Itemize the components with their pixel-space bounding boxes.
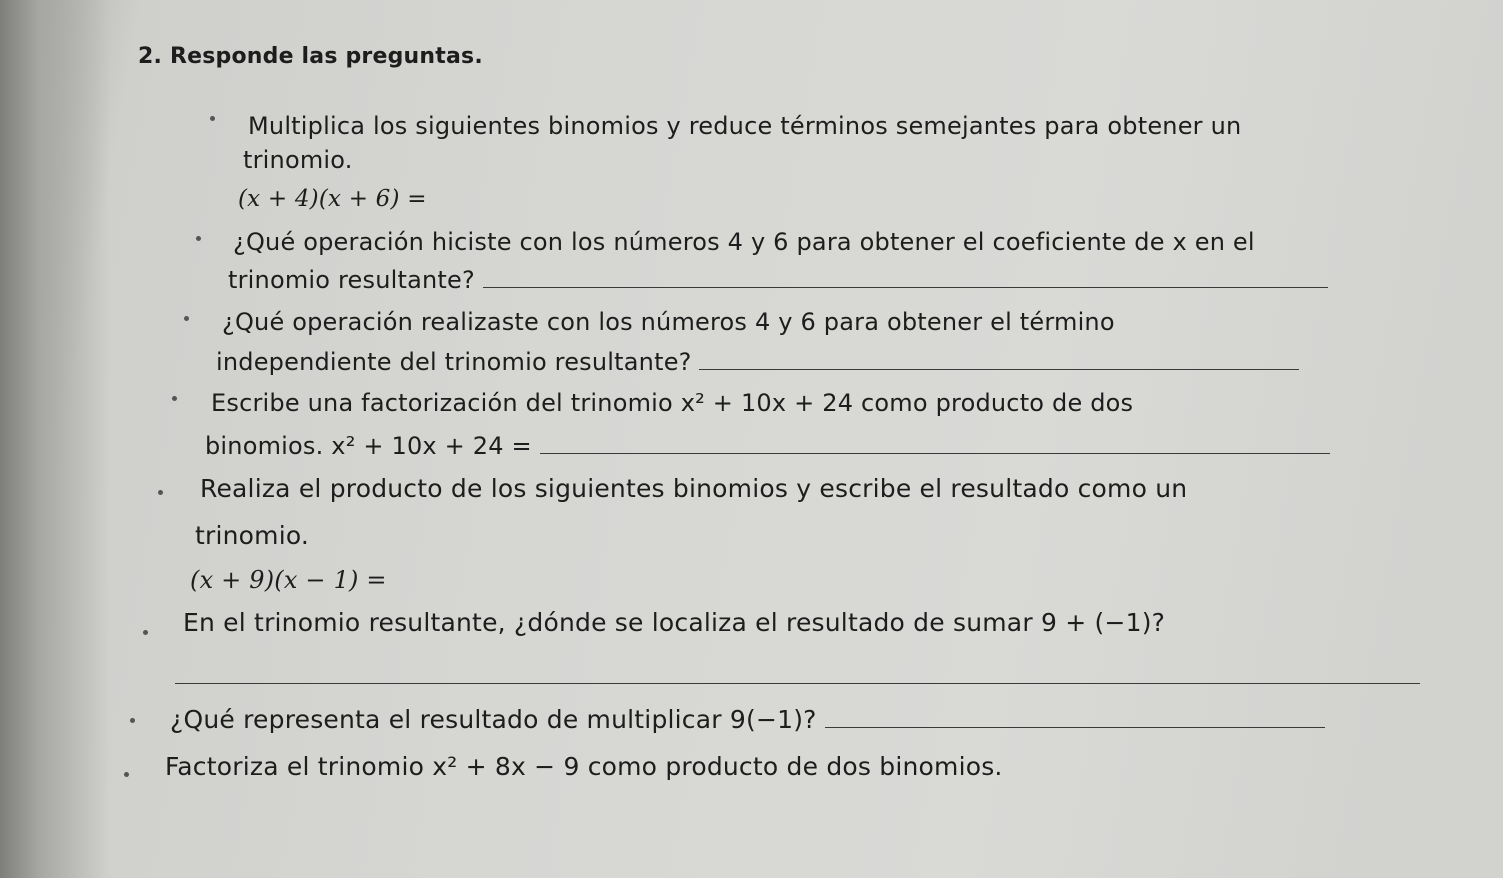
item-7-line	[170, 705, 1325, 734]
item-5-line-2: trinomio.	[195, 521, 310, 550]
answer-blank[interactable]	[175, 683, 1420, 684]
answer-blank[interactable]	[825, 709, 1325, 728]
item-5-line-1: Realiza el producto de los siguientes binomios y escribe el resultado como un	[200, 474, 1188, 503]
bullet-dot	[130, 718, 135, 723]
bullet-dot	[196, 236, 201, 241]
item-1-line-2: trinomio.	[243, 146, 353, 174]
answer-blank[interactable]	[699, 351, 1299, 370]
bullet-dot	[184, 316, 189, 321]
item-2-line-2	[228, 266, 1328, 294]
bullet-dot	[210, 116, 215, 121]
exercise-number: 2.	[138, 44, 163, 69]
item-4-line-2	[205, 432, 1330, 460]
bullet-dot	[158, 490, 163, 495]
item-5-expression: (x + 9)(x − 1) =	[190, 566, 387, 594]
bullet-dot	[172, 396, 177, 401]
item-6-line-1: En el trinomio resultante, ¿dónde se localiza el resultado de sumar 9 + (−1)?	[183, 608, 1166, 637]
item-7-question: ¿Qué representa el resultado de multiplicar 9(−1)?	[170, 705, 817, 734]
item-4-line-1: Escribe una factorización del trinomio x² + 10x + 24 como producto de dos	[211, 389, 1134, 417]
answer-blank[interactable]	[483, 269, 1328, 288]
answer-blank[interactable]	[540, 435, 1330, 454]
item-1-expression: (x + 4)(x + 6) =	[238, 186, 427, 212]
item-3-line-2	[216, 348, 1299, 376]
exercise-heading	[138, 44, 483, 69]
bullet-dot	[124, 772, 129, 777]
item-8-line: Factoriza el trinomio x² + 8x − 9 como producto de dos binomios.	[165, 752, 1003, 781]
item-1-line-1: Multiplica los siguientes binomios y reduce términos semejantes para obtener un	[248, 112, 1242, 140]
item-2-line-1: ¿Qué operación hiciste con los números 4 y 6 para obtener el coeficiente de x en el	[233, 228, 1255, 256]
item-3-question: independiente del trinomio resultante?	[216, 348, 692, 376]
item-4-question: binomios. x² + 10x + 24 =	[205, 432, 532, 460]
bullet-dot	[143, 630, 148, 635]
exercise-title: Responde las preguntas.	[169, 44, 483, 69]
item-3-line-1: ¿Qué operación realizaste con los números 4 y 6 para obtener el término	[222, 308, 1115, 336]
item-2-question: trinomio resultante?	[228, 266, 475, 294]
